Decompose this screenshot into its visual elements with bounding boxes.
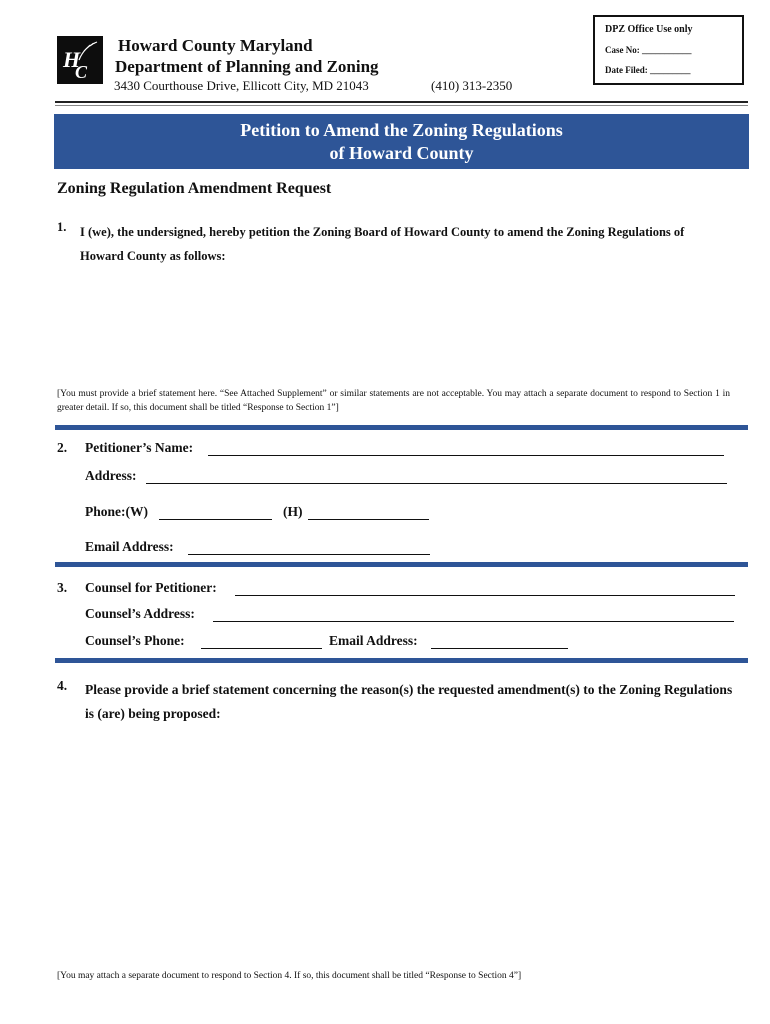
office-phone: (410) 313-2350: [431, 78, 513, 93]
q1-response-area[interactable]: [57, 270, 737, 380]
section-divider-2: [55, 562, 748, 567]
section-heading: Zoning Regulation Amendment Request: [57, 180, 332, 197]
header-divider: [55, 101, 748, 103]
counsel-phone-field[interactable]: [201, 633, 322, 649]
petitioner-address-label: Address:: [85, 468, 137, 483]
q1-note: [You must provide a brief statement here. “See Attached Supplement” or similar statements are not acceptable. You may attach a separate document to respond to Section 1 in greater detail. If so, this document shall be titled “Response to Section 1”]: [57, 389, 730, 413]
q1-text: I (we), the undersigned, hereby petition the Zoning Board of Howard County to amend the Zoning Regulations of Howard County as follows:: [80, 225, 685, 263]
petitioner-address-field[interactable]: [146, 468, 727, 484]
phone-work-field[interactable]: [159, 504, 272, 520]
office-use-box: [593, 15, 744, 85]
phone-home-field[interactable]: [308, 504, 429, 520]
q4-response-area[interactable]: [57, 735, 737, 960]
q1-number: 1.: [57, 220, 67, 234]
email-field[interactable]: [188, 539, 430, 555]
petitioner-name-field[interactable]: [208, 440, 724, 456]
counsel-address-label: Counsel’s Address:: [85, 606, 195, 621]
county-logo: [57, 36, 103, 84]
counsel-label: Counsel for Petitioner:: [85, 580, 217, 595]
petitioner-name-label: Petitioner’s Name:: [85, 440, 194, 455]
title-line-2: of Howard County: [329, 143, 474, 163]
counsel-address-field[interactable]: [213, 606, 734, 622]
counsel-phone-label: Counsel’s Phone:: [85, 633, 185, 648]
counsel-email-label: Email Address:: [329, 633, 418, 648]
title-line-1: Petition to Amend the Zoning Regulations: [240, 120, 563, 140]
department-name: Department of Planning and Zoning: [115, 57, 379, 76]
counsel-email-field[interactable]: [431, 633, 568, 649]
phone-work-label: Phone:(W): [85, 504, 148, 519]
section-divider-1: [55, 425, 748, 430]
office-address: 3430 Courthouse Drive, Ellicott City, MD 21043: [114, 78, 369, 93]
county-seal-icon: [57, 36, 103, 84]
phone-home-label: (H): [283, 504, 303, 519]
header-divider-thin: [55, 105, 748, 106]
q4-number: 4.: [57, 678, 68, 693]
date-filed-field[interactable]: Date Filed: _________: [605, 65, 691, 75]
title-banner: [54, 114, 749, 169]
org-name: Howard County Maryland: [118, 36, 313, 55]
section-divider-3: [55, 658, 748, 663]
svg-text:C: C: [75, 62, 88, 82]
counsel-field[interactable]: [235, 580, 735, 596]
q3-number: 3.: [57, 580, 68, 595]
q2-number: 2.: [57, 440, 68, 455]
svg-text:H: H: [63, 47, 81, 72]
case-number-field[interactable]: Case No: ___________: [605, 45, 692, 55]
q4-text: Please provide a brief statement concerning the reason(s) the requested amendment(s) to the Zoning Regulations is (are) being proposed:: [85, 682, 733, 721]
q4-note: [You may attach a separate document to respond to Section 4. If so, this document shall be titled “Response to Section 4”]: [57, 971, 522, 981]
office-use-title: DPZ Office Use only: [605, 24, 693, 35]
email-label: Email Address:: [85, 539, 174, 554]
